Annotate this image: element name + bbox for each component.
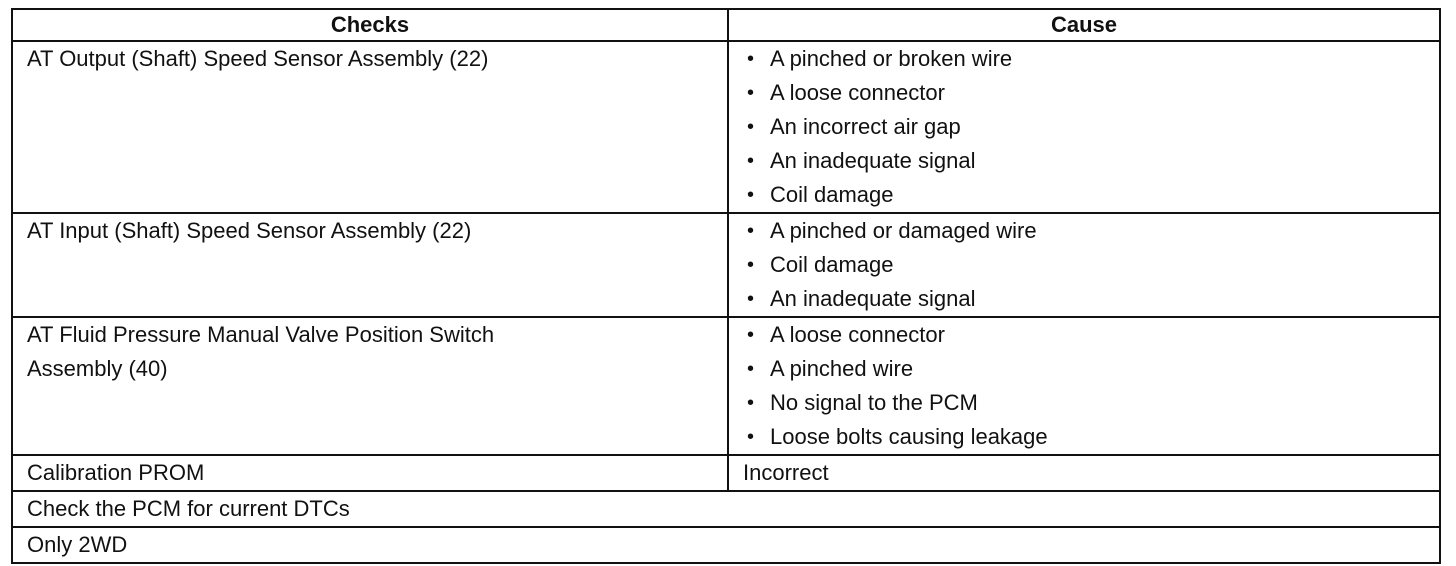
table-row [12, 317, 1440, 455]
cause-cell [728, 317, 1440, 455]
cause-cell [728, 41, 1440, 213]
cause-list [743, 318, 1425, 454]
header-checks: Checks [12, 9, 728, 41]
check-text: AT Input (Shaft) Speed Sensor Assembly (22) [27, 218, 472, 243]
list-item [743, 76, 1425, 110]
cause-text: An inadequate signal [770, 286, 976, 311]
check-text-line2: Assembly (40) [27, 356, 168, 381]
list-item [743, 42, 1425, 76]
cause-text: Incorrect [743, 460, 829, 485]
bullet-icon: • [747, 324, 755, 346]
cause-text: Loose bolts causing leakage [770, 424, 1048, 449]
table-header-row [12, 9, 1440, 41]
check-text: AT Output (Shaft) Speed Sensor Assembly (22) [27, 46, 489, 71]
table-row [12, 213, 1440, 317]
cause-text: An incorrect air gap [770, 114, 961, 139]
list-item [743, 248, 1425, 282]
note-cell: Only 2WD [12, 527, 1440, 563]
check-text-line1: AT Fluid Pressure Manual Valve Position Switch [27, 322, 495, 347]
cause-text: An inadequate signal [770, 148, 976, 173]
list-item [743, 386, 1425, 420]
check-text: Calibration PROM [27, 460, 205, 485]
diagnostic-table [11, 8, 1441, 564]
cause-text: A loose connector [770, 322, 945, 347]
check-cell [12, 317, 728, 455]
list-item [743, 318, 1425, 352]
bullet-icon: • [747, 392, 755, 414]
check-cell [12, 213, 728, 317]
header-cause: Cause [728, 9, 1440, 41]
list-item [743, 282, 1425, 316]
cause-list [743, 42, 1425, 212]
cause-list [743, 214, 1425, 316]
list-item [743, 178, 1425, 212]
cause-text: A pinched wire [770, 356, 914, 381]
cause-cell [728, 213, 1440, 317]
check-cell [12, 41, 728, 213]
check-cell [12, 455, 728, 491]
cause-text: No signal to the PCM [770, 390, 978, 415]
note-cell: Check the PCM for current DTCs [12, 491, 1440, 527]
list-item [743, 144, 1425, 178]
bullet-icon: • [747, 184, 755, 206]
list-item [743, 420, 1425, 454]
table-row-full [12, 491, 1440, 527]
cause-text: A loose connector [770, 80, 945, 105]
cause-text: Coil damage [770, 252, 894, 277]
cause-text: A pinched or damaged wire [770, 218, 1037, 243]
table-row-full [12, 527, 1440, 563]
document-page [11, 8, 1441, 564]
cause-cell [728, 455, 1440, 491]
cause-text: Coil damage [770, 182, 894, 207]
cause-text: A pinched or broken wire [770, 46, 1013, 71]
bullet-icon: • [747, 48, 755, 70]
table-row [12, 455, 1440, 491]
bullet-icon: • [747, 426, 755, 448]
list-item [743, 214, 1425, 248]
bullet-icon: • [747, 254, 755, 276]
bullet-icon: • [747, 220, 755, 242]
bullet-icon: • [747, 116, 755, 138]
bullet-icon: • [747, 358, 755, 380]
bullet-icon: • [747, 82, 755, 104]
bullet-icon: • [747, 150, 755, 172]
bullet-icon: • [747, 288, 755, 310]
table-row [12, 41, 1440, 213]
list-item [743, 110, 1425, 144]
list-item [743, 352, 1425, 386]
